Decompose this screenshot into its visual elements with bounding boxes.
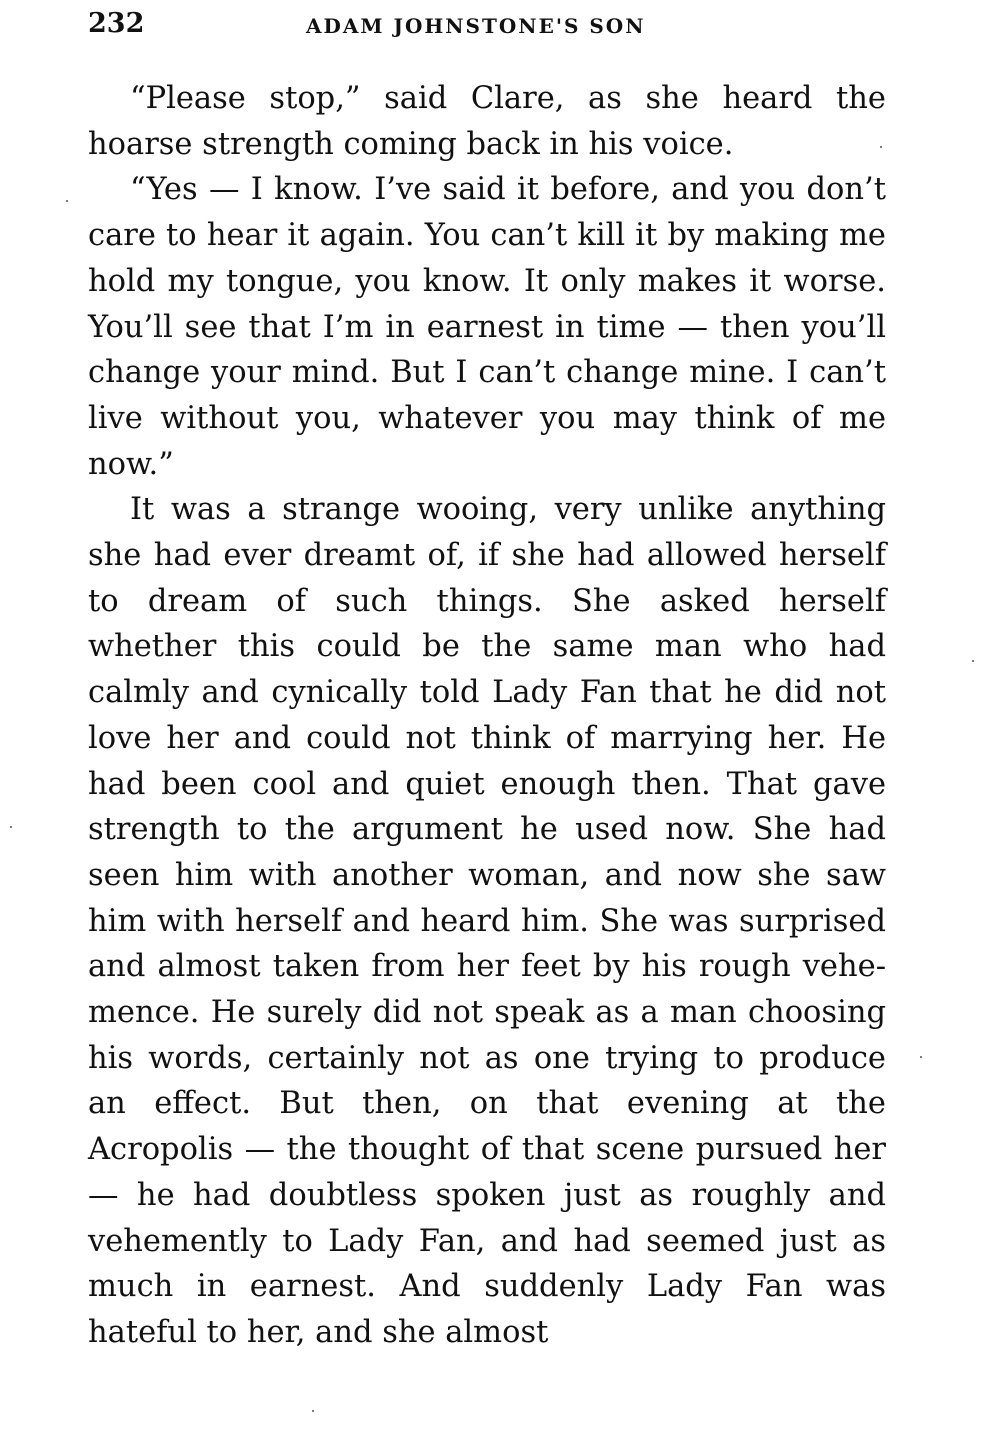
running-title: ADAM JOHNSTONE'S SON xyxy=(306,14,646,38)
scan-speck xyxy=(10,826,12,828)
paragraph-narration: It was a strange wooing, very unlike anything she had ever dreamt of, if she had allowed herself to dream of such things. She asked herself whether this could be the same man who had calmly and cynically told Lady Fan that he did not love her and could not think of marrying her. He had been cool and quiet enough then. That gave strength to the argument he used now. She had seen him with another woman, and now she saw him with herself and heard him. She was surprised and almost taken from her feet by his rough vehemence. He surely did not speak as a man choosing his words, certainly not as one trying to produce an effect. But then, on that evening at the Acropolis — the thought of that scene pursued her — he had doubtless spoken just as roughly and vehemently to Lady Fan, and had seemed just as much in earnest. And suddenly Lady Fan was hateful to her, and she almost xyxy=(88,492,886,1350)
scan-speck xyxy=(972,660,974,662)
page-header xyxy=(88,4,888,44)
scan-speck xyxy=(880,146,882,148)
body-text xyxy=(88,76,886,1356)
scan-speck xyxy=(920,1056,922,1058)
paragraph-dialogue-clare: “Please stop,” said Clare, as she heard the hoarse strength coming back in his voice. xyxy=(88,81,886,162)
scan-speck xyxy=(66,200,68,202)
page-number: 232 xyxy=(88,8,145,39)
paragraph-dialogue-reply: “Yes — I know. I’ve said it before, and you don’t care to hear it again. You can’t kill it by making me hold my tongue, you know. It only makes it worse. You’ll see that I’m in earnest in time — then you’ll change your mind. But I can’t change mine. I can’t live without you, whatever you may think of me now.” xyxy=(88,172,886,482)
scan-speck xyxy=(312,1410,314,1412)
